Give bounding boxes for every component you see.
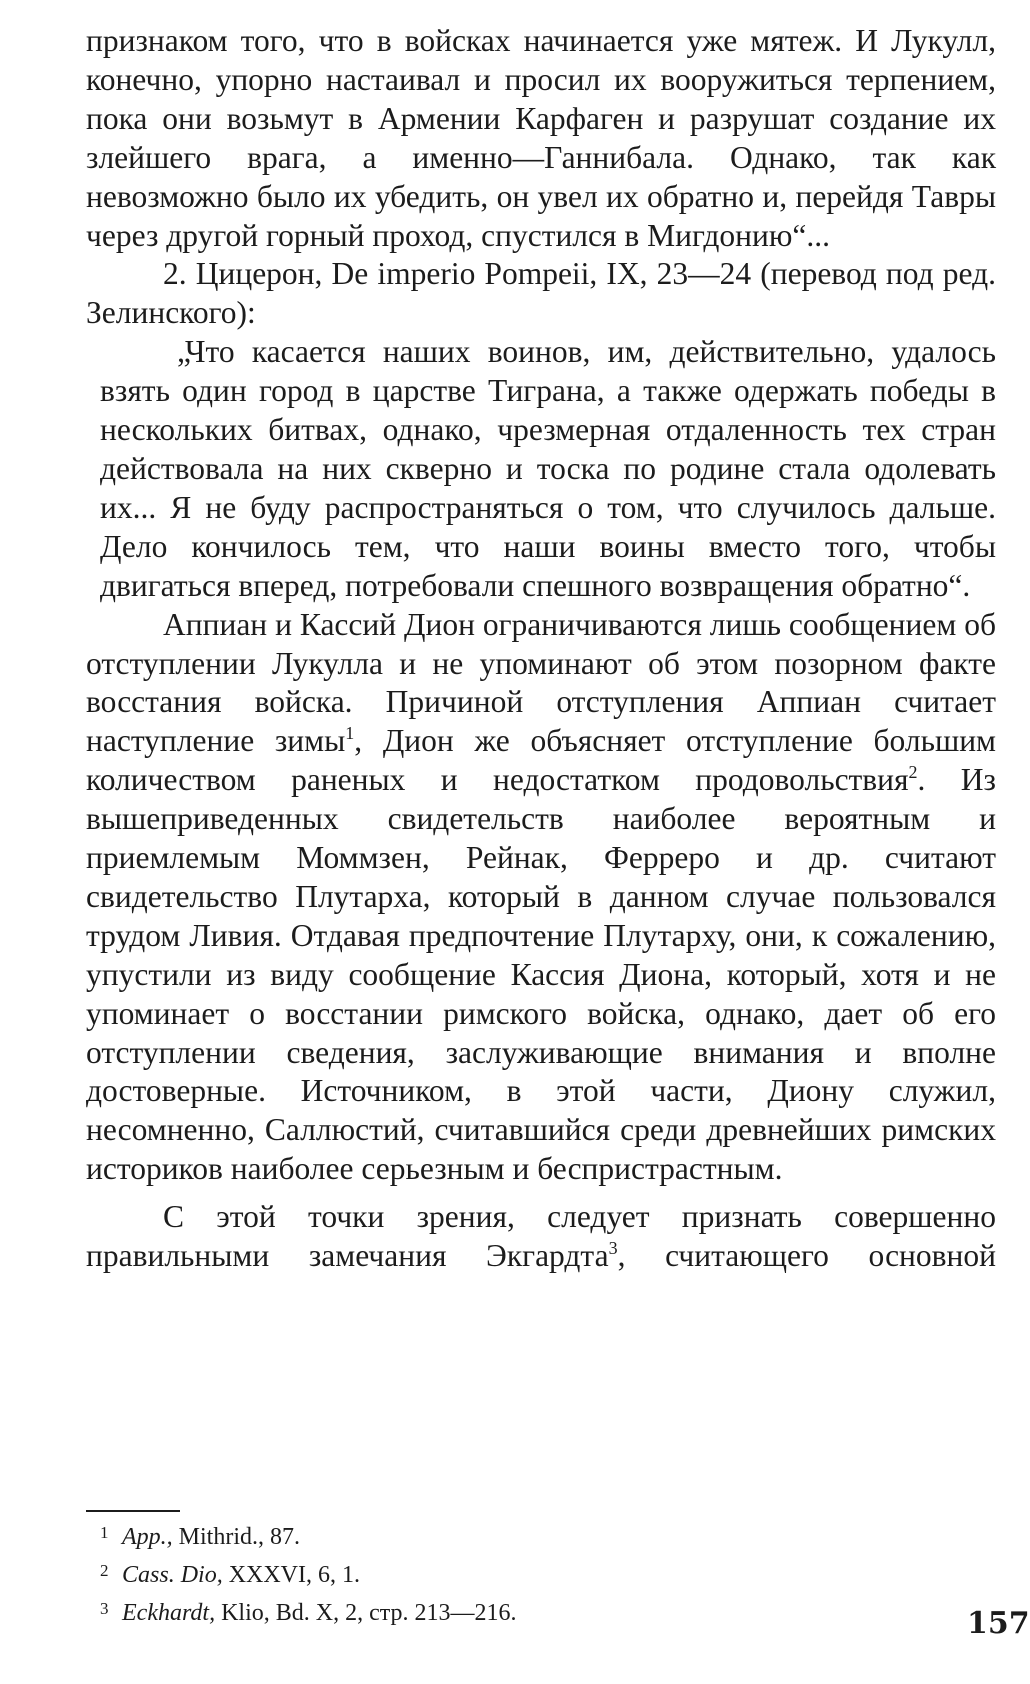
footnote-author: Eckhardt, [122,1600,216,1626]
paragraph-cicero-reference: 2. Цицерон, De imperio Pompeii, IX, 23—24 (перевод под ред. Зелинского): [86,256,996,331]
footnote-text: Mithrid., 87. [172,1524,301,1550]
text-part: Аппиан и Кассий Дион ограничиваются лишь сообщением об отступлении Лукулла и не упоминают об этом позорном факте восстания войска. Причиной отступления Аппиан считает наступление зимы [86,606,996,759]
footnote-text: XXXVI, 6, 1. [222,1562,361,1588]
footnote-ref: 3 [608,1238,618,1259]
cicero-quote: „Что касается наших воинов, им, действительно, удалось взять один город в царстве Тиграна, а также одержать победы в нескольких битвах, однако, чрезмерная отдаленность тех стран действовала на них скверно и тоска по родине стала одолевать их... Я не буду распространяться о том, что случилось дальше. Дело кончилось тем, что наши воины вместо того, чтобы двигаться вперед, потребовали спешного возвращения обратно“. [100,334,996,603]
footnote-ref: 1 [345,723,355,744]
footnote-text: Klio, Bd. X, 2, стр. 213—216. [215,1600,517,1626]
paragraph-appian-dion [86,606,996,1190]
paragraph-continuation: признаком того, что в войсках начинается уже мятеж. И Лукулл, конечно, упорно настаивал и просил их вооружиться терпением, пока они возьмут в Армении Карфаген и разрушат создание их злейшего врага, а именно—Ганнибала. Однако, так как невозможно было их убедить, он увел их обратно и, перейдя Тавры через другой горный проход, спустился в Мигдонию“... [86,23,996,253]
footnotes [100,1516,900,1630]
page-body [86,22,996,1276]
page-number: 157 [967,1606,1030,1641]
footnote-author: App., [122,1524,173,1550]
footnote-ref: 2 [908,762,918,783]
text-part: , Дион же объясняет отступление большим количеством раненых и недостатком продовольствия [86,723,996,798]
footnote-author: Cass. Dio, [122,1562,223,1588]
footnote-divider [86,1510,180,1512]
footnote-1 [100,1516,900,1554]
footnote-mark: 3 [100,1599,109,1618]
text-part: , считающего основной [617,1238,996,1274]
footnote-2 [100,1554,900,1592]
paragraph-eckhardt [86,1198,996,1276]
text-part: . Из вышеприведенных свидетельств наиболее вероятным и приемлемым Моммзен, Рейнак, Ферреро и др. считают свидетельство Плутарха, который в данном случае пользовался трудом Ливия. Отдавая предпочтение Плутарху, они, к сожалению, упустили из виду сообщение Кассия Диона, который, хотя и не упоминает о восстании римского войска, однако, дает об его отступлении сведения, заслуживающие внимания и вполне достоверные. Источником, в этой части, Диону служил, несомненно, Саллюстий, считавшийся среди древнейших римских историков наиболее серьезным и беспристрастным. [86,762,996,1187]
footnote-3 [100,1592,900,1630]
footnote-mark: 2 [100,1561,109,1580]
text-part: С этой точки зрения, следует признать совершенно правильными замечания Экгардта [86,1199,996,1274]
footnote-mark: 1 [100,1523,109,1542]
